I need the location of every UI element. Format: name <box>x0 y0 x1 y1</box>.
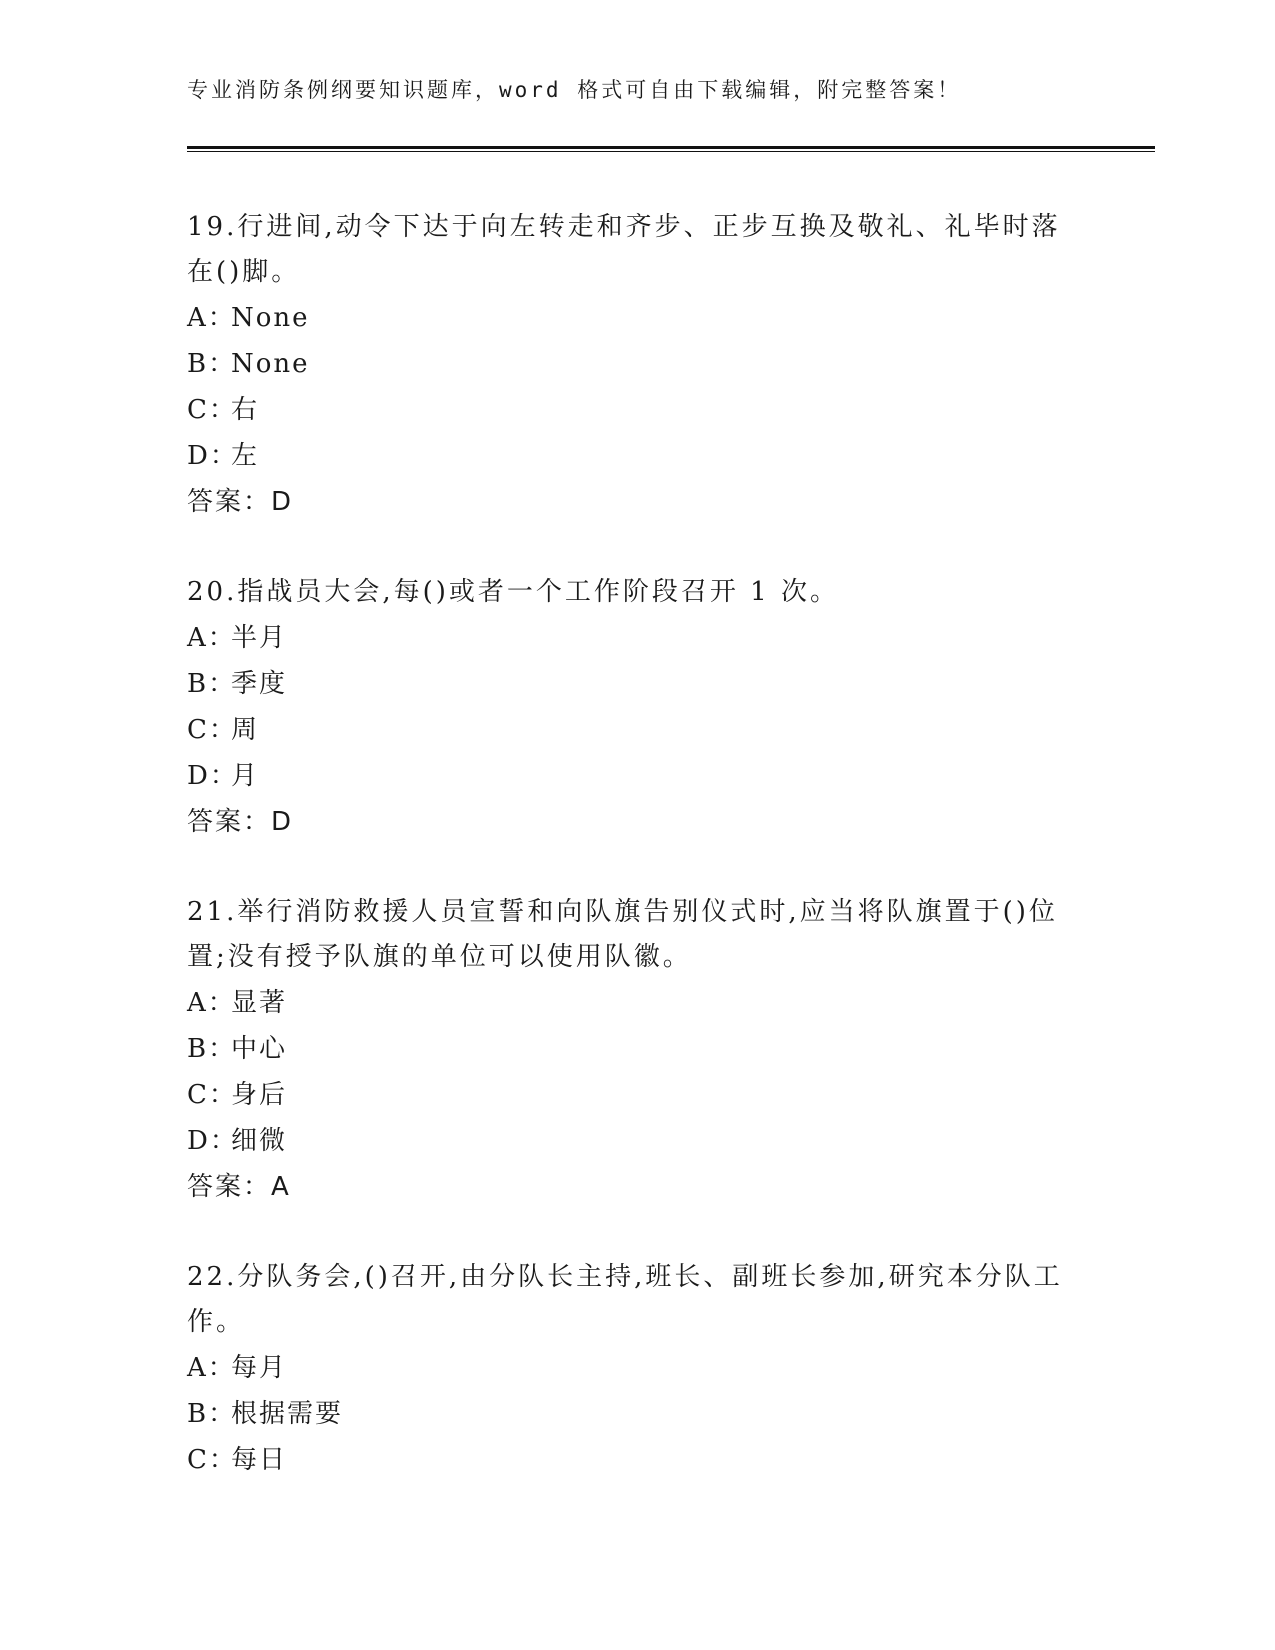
option-key: A： <box>187 1353 236 1383</box>
option-key: B： <box>187 1034 237 1064</box>
question-20 <box>187 570 1087 845</box>
answer: 答案：D <box>187 807 294 837</box>
option-value: None <box>231 349 310 379</box>
question-list <box>187 205 1087 1483</box>
option-key: C： <box>187 395 237 425</box>
question-22 <box>187 1255 1087 1483</box>
option-key: D： <box>187 1126 238 1156</box>
option-key: C： <box>187 1445 237 1475</box>
option-a <box>187 615 1087 661</box>
option-c <box>187 1437 1087 1483</box>
question-text: 20.指战员大会,每()或者一个工作阶段召开 1 次。 <box>187 577 839 607</box>
option-d <box>187 753 1087 799</box>
option-value: 根据需要 <box>231 1399 344 1429</box>
option-key: D： <box>187 761 238 791</box>
option-value: 左 <box>231 441 260 471</box>
option-key: A： <box>187 623 236 653</box>
option-value: 身后 <box>231 1080 288 1110</box>
option-value: 每日 <box>231 1445 288 1475</box>
option-b <box>187 661 1087 707</box>
option-a <box>187 295 1087 341</box>
option-value: 每月 <box>231 1353 288 1383</box>
option-value: 半月 <box>231 623 288 653</box>
header-rule-thick <box>187 146 1155 149</box>
option-value: 周 <box>231 715 260 745</box>
answer: 答案：A <box>187 1172 291 1202</box>
option-value: 细微 <box>231 1126 288 1156</box>
page-header: 专业消防条例纲要知识题库，word 格式可自由下载编辑，附完整答案！ <box>187 78 962 102</box>
option-key: B： <box>187 1399 237 1429</box>
option-b <box>187 341 1087 387</box>
question-text: 19.行进间,动令下达于向左转走和齐步、正步互换及敬礼、礼毕时落在()脚。 <box>187 212 1061 287</box>
option-value: 季度 <box>231 669 288 699</box>
option-a <box>187 1345 1087 1391</box>
option-key: C： <box>187 715 237 745</box>
option-c <box>187 1072 1087 1118</box>
option-key: B： <box>187 669 237 699</box>
option-value: 中心 <box>231 1034 288 1064</box>
option-key: C： <box>187 1080 237 1110</box>
question-text: 22.分队务会,()召开,由分队长主持,班长、副班长参加,研究本分队工作。 <box>187 1262 1063 1337</box>
option-key: D： <box>187 441 238 471</box>
answer: 答案：D <box>187 487 294 517</box>
question-text: 21.举行消防救援人员宣誓和向队旗告别仪式时,应当将队旗置于()位置;没有授予队旗的单位可以使用队徽。 <box>187 897 1058 972</box>
option-c <box>187 387 1087 433</box>
option-b <box>187 1391 1087 1437</box>
option-value: 右 <box>231 395 260 425</box>
option-value: 显著 <box>231 988 288 1018</box>
option-d <box>187 433 1087 479</box>
option-c <box>187 707 1087 753</box>
question-21 <box>187 890 1087 1210</box>
option-value: None <box>231 303 310 333</box>
option-b <box>187 1026 1087 1072</box>
option-value: 月 <box>231 761 260 791</box>
option-key: B： <box>187 349 237 379</box>
header-rule-thin <box>187 151 1155 152</box>
option-a <box>187 980 1087 1026</box>
option-key: A： <box>187 988 236 1018</box>
option-d <box>187 1118 1087 1164</box>
question-19 <box>187 205 1087 525</box>
option-key: A： <box>187 303 236 333</box>
